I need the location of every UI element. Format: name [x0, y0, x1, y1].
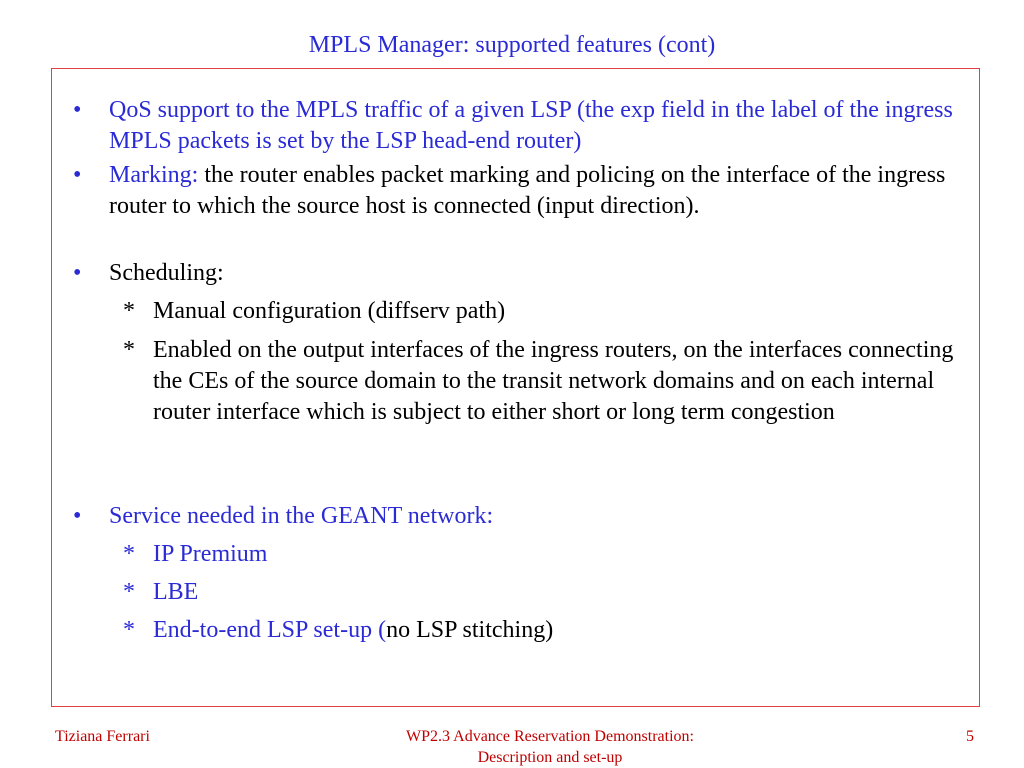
bullet-marker: •: [73, 97, 82, 123]
sub-bullet-marker: *: [123, 617, 135, 643]
sub-bullet-lbe: LBE: [153, 579, 199, 605]
sub-bullet-marker: *: [123, 579, 135, 605]
page-number: 5: [966, 728, 974, 745]
bullet-qos-support: QoS support to the MPLS traffic of a given LSP (the exp field in the label of the ingress MPLS packets is set by the LSP head-end router): [109, 97, 953, 154]
bullet-marker: •: [73, 260, 82, 286]
bullet-marker: •: [73, 503, 82, 529]
footer-title: [350, 726, 750, 768]
sub-bullet-marker: *: [123, 298, 135, 324]
footer-title-line2: Description and set-up: [477, 749, 623, 766]
sub-bullet-end-to-end-lsp: [153, 615, 973, 646]
end-to-end-lead: End-to-end LSP set-up (: [153, 617, 387, 643]
sub-bullet-enabled-on-interfaces: Enabled on the output interfaces of the ingress routers, on the interfaces connecting the CEs of the source domain to the transit network domains and on each internal router interface which is subject to either short or long term congestion: [153, 337, 954, 425]
bullet-scheduling: Scheduling:: [109, 260, 224, 286]
sub-bullet-manual-configuration: Manual configuration (diffserv path): [153, 298, 506, 324]
bullet-marker: •: [73, 162, 82, 188]
sub-bullet-ip-premium: IP Premium: [153, 541, 268, 567]
bullet-marking: [109, 160, 969, 222]
bullet-service-needed: Service needed in the GEANT network:: [109, 503, 494, 529]
sub-bullet-marker: *: [123, 337, 135, 363]
marking-text: the router enables packet marking and policing on the interface of the ingress router to which the source host is connected (input direction).: [109, 162, 946, 219]
footer-author: Tiziana Ferrari: [55, 728, 150, 745]
sub-bullet-marker: *: [123, 541, 135, 567]
marking-lead: Marking:: [109, 162, 199, 188]
slide-title: MPLS Manager: supported features (cont): [308, 32, 716, 58]
end-to-end-text: no LSP stitching): [386, 617, 554, 643]
footer-title-line1: WP2.3 Advance Reservation Demonstration:: [406, 728, 694, 745]
